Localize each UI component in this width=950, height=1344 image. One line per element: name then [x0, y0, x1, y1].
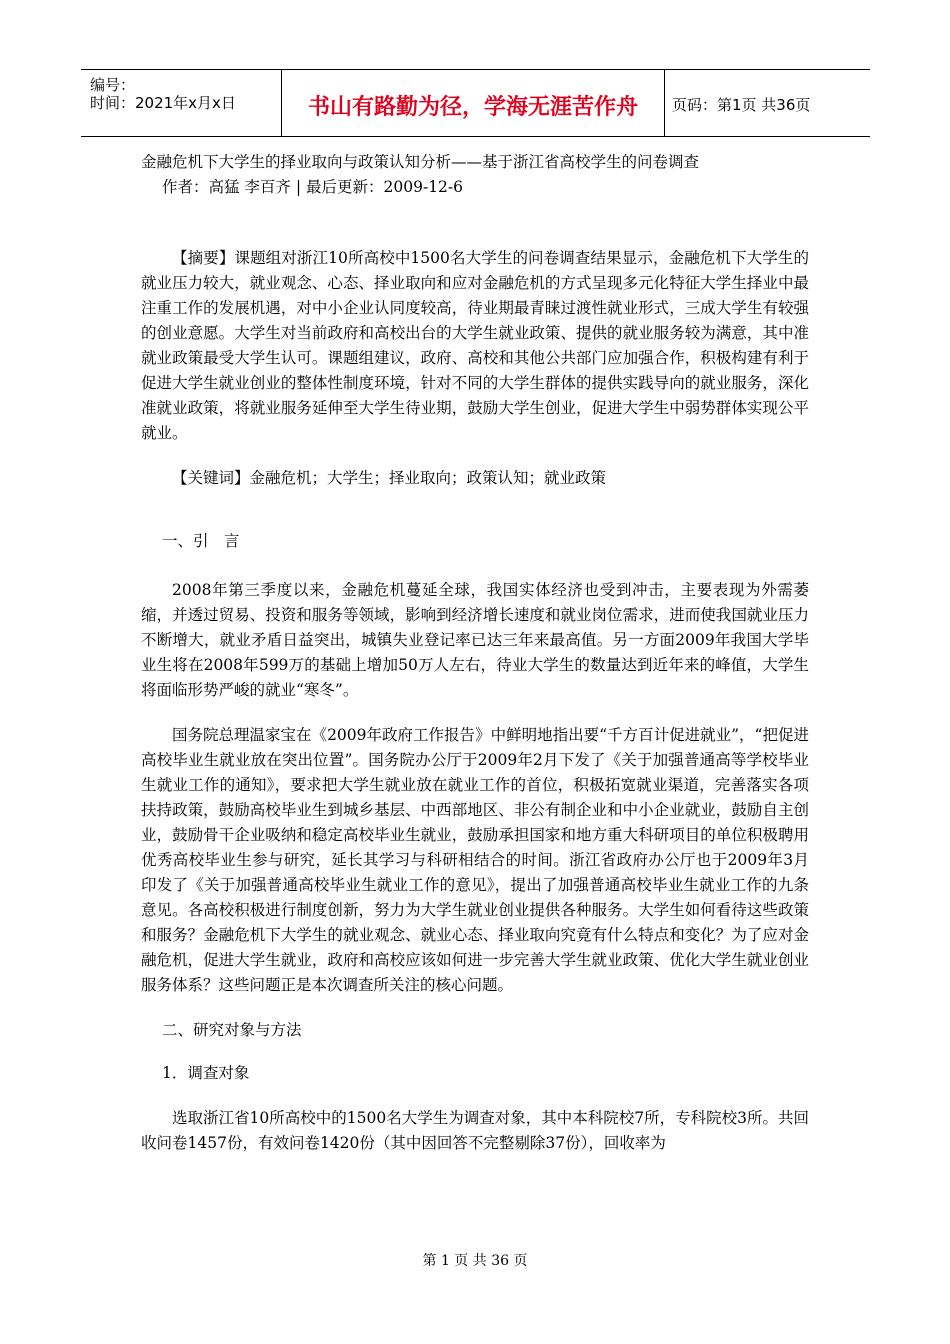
- abstract-paragraph: 【摘要】课题组对浙江10所高校中1500名大学生的问卷调查结果显示，金融危机下大学生的就业压力较大，就业观念、心态、择业取向和应对金融危机的方式呈现多元化特征大学生择业中最注重工作的发展机遇，对中小企业认同度较高，待业期最青睐过渡性就业形式，三成大学生有较强的创业意愿。大学生对当前政府和高校出台的大学生就业政策、提供的就业服务较为满意，其中准就业政策最受大学生认可。课题组建议，政府、高校和其他公共部门应加强合作，积极构建有利于促进大学生就业创业的整体性制度环境，针对不同的大学生群体的提供实践导向的就业服务，深化准就业政策，将就业服务延伸至大学生待业期，鼓励大学生创业，促进大学生中弱势群体实现公平就业。: [141, 249, 809, 442]
- document-title: 金融危机下大学生的择业取向与政策认知分析——基于浙江省高校学生的问卷调查: [141, 153, 700, 171]
- intro-paragraph-1: 2008年第三季度以来，金融危机蔓延全球，我国实体经济也受到冲击，主要表现为外需萎缩，并透过贸易、投资和服务等领域，影响到经济增长速度和就业岗位需求，进而使我国就业压力不断增大，就业矛盾日益突出，城镇失业登记率已达三年来最高值。另一方面2009年我国大学毕业生将在2008年599万的基础上增加50万人左右，待业大学生的数量达到近年来的峰值，大学生将面临形势严峻的就业“寒冬”。: [141, 581, 809, 699]
- page-footer: 第 1 页 共 36 页: [422, 1253, 528, 1269]
- header-right-cell: [665, 70, 870, 136]
- subsection-heading-subjects: 1．调查对象: [162, 1064, 250, 1082]
- document-meta: 作者：高猛 李百齐 | 最后更新：2009-12-6: [162, 178, 464, 196]
- keywords-paragraph: 【关键词】金融危机；大学生；择业取向；政策认知；就业政策: [172, 469, 607, 487]
- subjects-paragraph: 选取浙江省10所高校中的1500名大学生为调查对象，其中本科院校7所，专科院校3所。共回收问卷1457份，有效问卷1420份（其中因回答不完整剔除37份），回收率为: [141, 1109, 809, 1152]
- header-motto: 书山有路勤为径，学海无涯苦作舟: [307, 95, 638, 120]
- header-motto-cell: [282, 70, 665, 136]
- header-left-cell: [81, 70, 282, 136]
- number-label: 编号：: [90, 76, 136, 94]
- document-body: [141, 150, 809, 1156]
- intro-paragraph-2: 国务院总理温家宝在《2009年政府工作报告》中鲜明地指出要“千方百计促进就业”，“把促进高校毕业生就业放在突出位置”。国务院办公厅于2009年2月下发了《关于加强普通高等学校毕业生就业工作的通知》，要求把大学生就业放在就业工作的首位，积极拓宽就业渠道，完善落实各项扶持政策，鼓励高校毕业生到城乡基层、中西部地区、非公有制企业和中小企业就业，鼓励自主创业，鼓励骨干企业吸纳和稳定高校毕业生就业，鼓励承担国家和地方重大科研项目的单位积极聘用优秀高校毕业生参与研究，延长其学习与科研相结合的时间。浙江省政府办公厅也于2009年3月印发了《关于加强普通高校毕业生就业工作的意见》，提出了加强普通高校毕业生就业工作的九条意见。各高校积极进行制度创新，努力为大学生就业创业提供各种服务。大学生如何看待这些政策和服务？金融危机下大学生的就业观念、就业心态、择业取向究竟有什么特点和变化？为了应对金融危机，促进大学生就业，政府和高校应该如何进一步完善大学生就业政策、优化大学生就业创业服务体系？这些问题正是本次调查所关注的核心问题。: [141, 726, 809, 994]
- section-heading-intro: 一、引 言: [162, 532, 240, 550]
- page-header: [81, 69, 870, 137]
- time-label: 时间：2021年x月x日: [90, 94, 236, 112]
- section-heading-methods: 二、研究对象与方法: [162, 1021, 302, 1039]
- header-page-info: 页码：第1页 共36页: [672, 96, 811, 114]
